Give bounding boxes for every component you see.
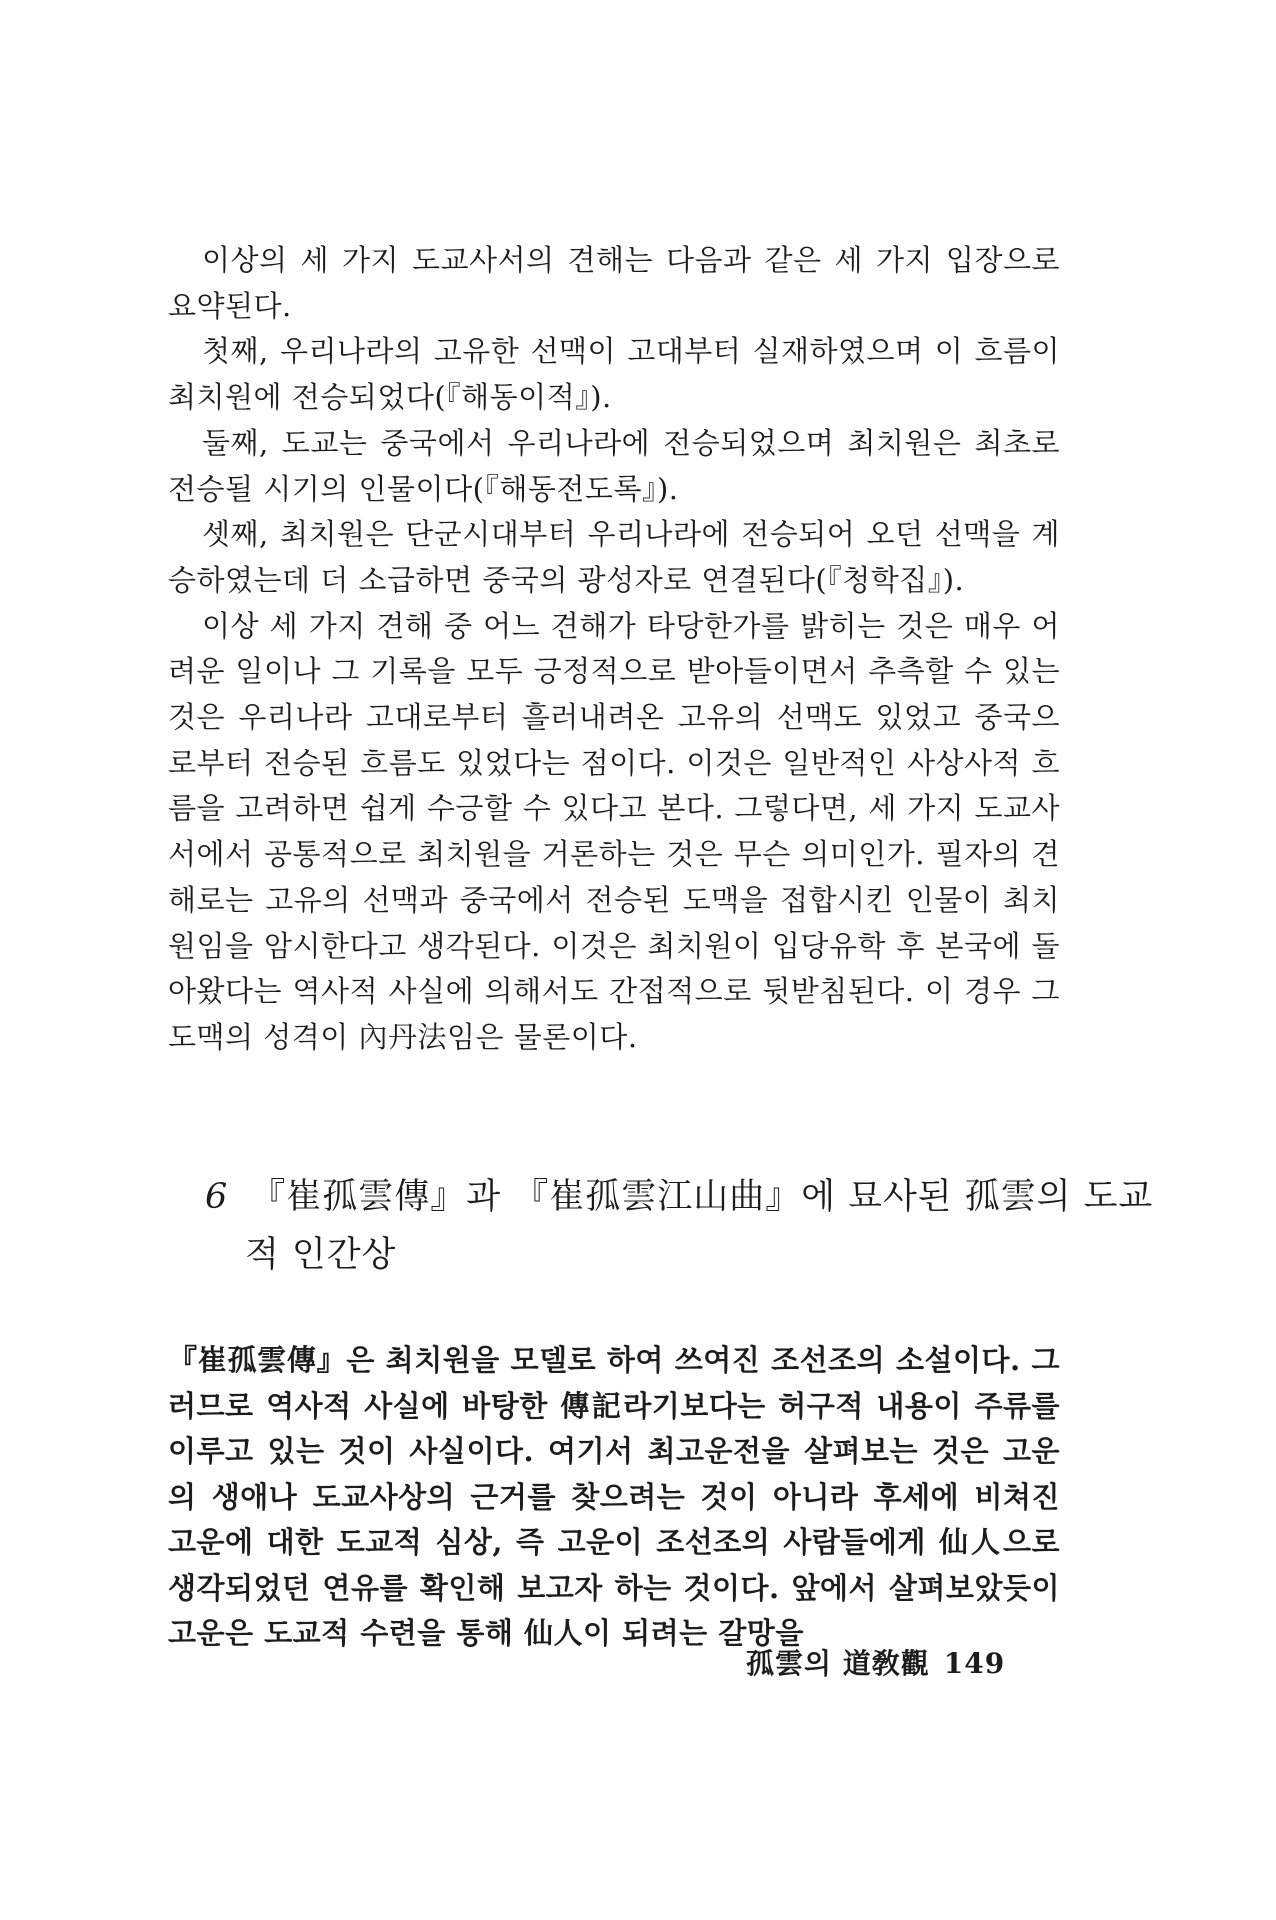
page-number: 149: [943, 1647, 1006, 1680]
section-title-line-1: 『崔孤雲傳』과 『崔孤雲江山曲』에 묘사된 孤雲의 도교: [250, 1177, 1154, 1217]
paragraph-analysis: 이상 세 가지 견해 중 어느 견해가 타당한가를 밝히는 것은 매우 어려운 일이나 그 기록을 모두 긍정적으로 받아들이면서 추측할 수 있는 것은 우리나라 고대로부터 흘러내려온 고유의 선맥도 있었고 중국으로부터 전승된 흐름도 있었다는 점이다. 이것은 일반적인 사상사적 흐름을 고려하면 쉽게 수긍할 수 있다고 본다. 그렇다면, 세 가지 도교사서에서 공통적으로 최치원을 거론하는 것은 무슨 의미인가. 필자의 견해로는 고유의 선맥과 중국에서 전승된 도맥을 접합시킨 인물이 최치원임을 암시한다고 생각된다. 이것은 최치원이 입당유학 후 본국에 돌아왔다는 역사적 사실에 의해서도 간접적으로 뒷받침된다. 이 경우 그 도맥의 성격이 內丹法임은 물론이다.: [168, 608, 1060, 1054]
body-text-section-1: [168, 238, 1060, 1061]
paragraph-third-view: 셋째, 최치원은 단군시대부터 우리나라에 전승되어 오던 선맥을 계승하였는데 더 소급하면 중국의 광성자로 연결된다(『청학집』).: [168, 517, 1060, 597]
paragraph-first-view: 첫째, 우리나라의 고유한 선맥이 고대부터 실재하였으며 이 흐름이 최치원에 전승되었다(『해동이적』).: [168, 334, 1060, 415]
paragraph-second-view: 둘째, 도교는 중국에서 우리나라에 전승되었으며 최치원은 최초로 전승될 시기의 인물이다(『해동전도록』).: [168, 425, 1060, 506]
running-title: 孤雲의 道敎觀: [746, 1647, 930, 1680]
section-heading: [205, 1168, 1154, 1284]
paragraph-summary-intro: 이상의 세 가지 도교사서의 견해는 다음과 같은 세 가지 입장으로 요약된다.: [168, 243, 1060, 323]
body-text-section-2: [168, 1338, 1060, 1657]
page-footer: [746, 1642, 1046, 1682]
paragraph-choegounjeon: 『崔孤雲傳』은 최치원을 모델로 하여 쓰여진 조선조의 소설이다. 그러므로 역사적 사실에 바탕한 傳記라기보다는 허구적 내용이 주류를 이루고 있는 것이 사실이다. 여기서 최고운전을 살펴보는 것은 고운의 생애나 도교사상의 근거를 찾으려는 것이 아니라 후세에 비쳐진 고운에 대한 도교적 심상, 즉 고운이 조선조의 사람들에게 仙人으로 생각되었던 연유를 확인해 보고자 하는 것이다. 앞에서 살펴보았듯이 고운은 도교적 수련을 통해 仙人이 되려는 갈망을: [168, 1343, 1060, 1650]
section-title-line-2: 적 인간상: [245, 1235, 397, 1275]
section-number: 6: [205, 1177, 229, 1217]
